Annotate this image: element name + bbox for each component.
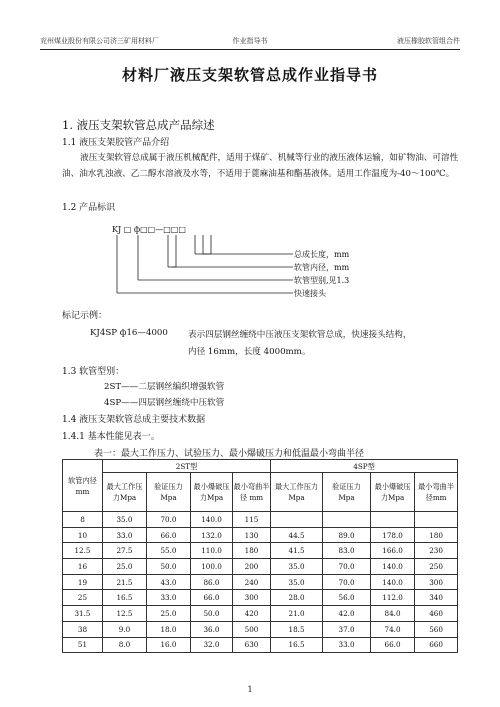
table-cell: 200	[233, 559, 271, 575]
table-cell: 70.0	[323, 574, 371, 590]
table-cell: 560	[415, 621, 458, 637]
section-heading-1-1: 1.1 液压支架胶管产品介绍	[62, 138, 170, 148]
table-cell: 132.0	[191, 527, 233, 543]
section-heading-1-4: 1.4 液压支架软管总成主要技术数据	[62, 415, 206, 425]
table-cell: 32.0	[191, 637, 233, 653]
table-cell: 100.0	[191, 559, 233, 575]
section-heading-1-3: 1.3 软管型别：	[62, 367, 125, 377]
header-company: 兖州煤业股份有限公司济三矿用材料厂	[40, 37, 159, 45]
table-cell: 16.5	[271, 637, 323, 653]
table-cell: 84.0	[371, 606, 415, 622]
spec-table	[62, 459, 458, 653]
table-cell: 70.0	[323, 559, 371, 575]
table-cell: 35.0	[271, 559, 323, 575]
table-row	[63, 621, 458, 637]
table-cell: 21.5	[103, 574, 147, 590]
example-description-line1: 表示四层钢丝缠绕中压液压支架软管总成，快速接头结构，	[188, 330, 412, 340]
table-row	[63, 543, 458, 559]
table-cell: 86.0	[191, 574, 233, 590]
hose-type-4sp: 4SP——四层钢丝缠绕中压软管	[104, 398, 225, 408]
table-cell: 460	[415, 606, 458, 622]
table-subheader: 最大工作压力Mpa	[103, 473, 147, 512]
table-cell: 28.0	[271, 590, 323, 606]
table-cell: 33.0	[103, 527, 147, 543]
table-cell	[323, 512, 371, 528]
page-header	[40, 36, 460, 48]
table-subheader: 最小弯曲半径 mm	[233, 473, 271, 512]
table-row	[63, 574, 458, 590]
table-cell: 112.0	[371, 590, 415, 606]
table-cell-diameter: 25	[63, 590, 103, 606]
table-cell: 130	[233, 527, 271, 543]
table-cell: 21.0	[271, 606, 323, 622]
table-header-inner-diameter: 软管内径 mm	[63, 460, 103, 512]
table-cell: 180	[415, 527, 458, 543]
table-cell	[371, 512, 415, 528]
table-row	[63, 606, 458, 622]
diagram-label-type: 软管型别,见1.3	[294, 276, 350, 285]
table-subheader: 验证压力 Mpa	[147, 473, 191, 512]
table-cell: 180	[233, 543, 271, 559]
table-cell: 16.5	[103, 590, 147, 606]
marking-example-heading: 标记示例：	[62, 311, 108, 321]
table-cell-diameter: 16	[63, 559, 103, 575]
table-row	[63, 590, 458, 606]
table-subheader: 最小爆破压力Mpa	[371, 473, 415, 512]
intro-paragraph: 液压支架软管总成属于液压机械配件，适用于煤矿、机械等行业的液压液体运输，如矿物油、可溶性油、油水乳浊液、乙二醇水溶液及水等，不适用于蓖麻油基和酯基液体。适用工作温度为-40～100℃。	[62, 153, 459, 179]
table-cell: 18.0	[147, 621, 191, 637]
table-subheader: 最小弯曲半径mm	[415, 473, 458, 512]
table-cell: 66.0	[191, 590, 233, 606]
table-cell: 35.0	[271, 574, 323, 590]
table-header-4sp: 4SP型	[271, 460, 458, 473]
table-cell: 140.0	[191, 512, 233, 528]
table-cell: 110.0	[191, 543, 233, 559]
table-cell: 33.0	[323, 637, 371, 653]
table-cell: 42.0	[323, 606, 371, 622]
table-cell: 55.0	[147, 543, 191, 559]
table-cell: 500	[233, 621, 271, 637]
table-cell: 340	[415, 590, 458, 606]
table-cell: 74.0	[371, 621, 415, 637]
header-rule	[40, 49, 460, 50]
table-cell: 630	[233, 637, 271, 653]
table-cell: 66.0	[371, 637, 415, 653]
table-cell: 43.0	[147, 574, 191, 590]
table-cell-diameter: 10	[63, 527, 103, 543]
table-cell: 50.0	[191, 606, 233, 622]
table-cell-diameter: 12.5	[63, 543, 103, 559]
diagram-label-connector: 快速接头	[294, 289, 326, 298]
example-code: KJ4SP ф16—4000	[90, 328, 168, 338]
table-cell: 250	[415, 559, 458, 575]
section-heading-1: 1. 液压支架软管总成产品综述	[62, 118, 215, 132]
table-cell: 25.0	[103, 559, 147, 575]
table-cell: 16.0	[147, 637, 191, 653]
table-cell: 89.0	[323, 527, 371, 543]
table-cell: 44.5	[271, 527, 323, 543]
table-cell: 35.0	[103, 512, 147, 528]
table-cell: 8.0	[103, 637, 147, 653]
table-cell: 70.0	[147, 512, 191, 528]
table-cell	[415, 512, 458, 528]
table-cell: 37.0	[323, 621, 371, 637]
header-product: 液压橡胶软管组合件	[397, 37, 460, 45]
table-subheader: 最小爆破压力Mpa	[191, 473, 233, 512]
table-cell: 25.0	[147, 606, 191, 622]
table-subheader: 验证压力 Mpa	[323, 473, 371, 512]
table-cell: 18.5	[271, 621, 323, 637]
table-cell-diameter: 8	[63, 512, 103, 528]
table-row	[63, 527, 458, 543]
table-cell: 115	[233, 512, 271, 528]
page-number: 1	[247, 685, 253, 694]
table-cell: 9.0	[103, 621, 147, 637]
table-subheader: 最大工作压力Mpa	[271, 473, 323, 512]
table-row	[63, 559, 458, 575]
table-cell-diameter: 51	[63, 637, 103, 653]
table-cell: 41.5	[271, 543, 323, 559]
table-cell: 56.0	[323, 590, 371, 606]
table-cell-diameter: 38	[63, 621, 103, 637]
table-row	[63, 637, 458, 653]
section-heading-1-2: 1.2 产品标识	[62, 203, 116, 213]
diagram-label-diameter: 软管内径，mm	[294, 263, 350, 272]
table-cell: 178.0	[371, 527, 415, 543]
table-cell: 230	[415, 543, 458, 559]
table-cell: 166.0	[371, 543, 415, 559]
table-cell-diameter: 31.5	[63, 606, 103, 622]
table-cell: 33.0	[147, 590, 191, 606]
table-cell: 140.0	[371, 574, 415, 590]
table-cell: 12.5	[103, 606, 147, 622]
hose-type-2st: 2ST——二层钢丝编织增强软管	[104, 382, 225, 392]
section-heading-1-4-1: 1.4.1 基本性能见表一。	[62, 432, 160, 442]
table-cell: 50.0	[147, 559, 191, 575]
diagram-code: KJ □ ф□□—□□□	[112, 225, 186, 234]
header-doc-type: 作业指导书	[232, 37, 268, 45]
diagram-label-length: 总成长度，mm	[294, 250, 350, 259]
table-cell	[271, 512, 323, 528]
table-cell: 140.0	[371, 559, 415, 575]
table-cell-diameter: 19	[63, 574, 103, 590]
table-cell: 36.0	[191, 621, 233, 637]
table-cell: 83.0	[323, 543, 371, 559]
table-caption: 表一：最大工作压力、试验压力、最小爆破压力和低温最小弯曲半径	[94, 449, 365, 459]
table-cell: 27.5	[103, 543, 147, 559]
table-header-2st: 2ST型	[103, 460, 271, 473]
table-cell: 300	[415, 574, 458, 590]
table-cell: 300	[233, 590, 271, 606]
example-description-line2: 内径 16mm，长度 4000mm。	[188, 347, 311, 357]
table-cell: 240	[233, 574, 271, 590]
product-code-diagram	[110, 222, 390, 306]
document-title: 材料厂液压支架软管总成作业指导书	[121, 66, 378, 84]
table-cell: 660	[415, 637, 458, 653]
table-cell: 420	[233, 606, 271, 622]
table-row	[63, 512, 458, 528]
table-cell: 66.0	[147, 527, 191, 543]
